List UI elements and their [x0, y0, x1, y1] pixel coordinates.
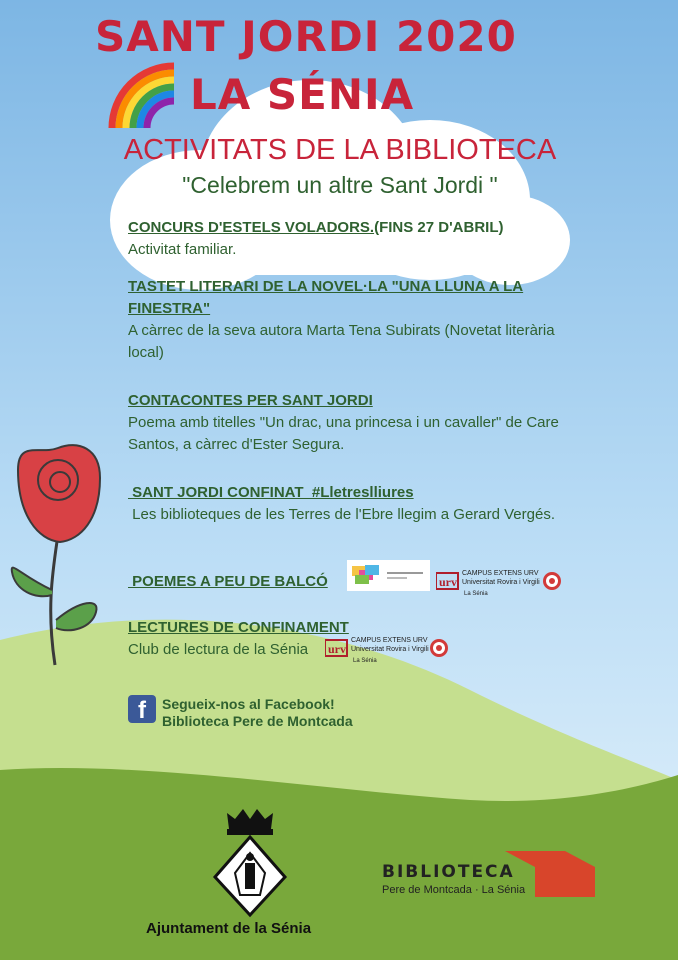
subtitle: ACTIVITATS DE LA BIBLIOTECA: [123, 134, 557, 166]
activity-title: LECTURES DE CONFINAMENT: [128, 619, 349, 636]
ajuntament-crest-logo: [205, 805, 295, 920]
svg-text:urv: urv: [439, 575, 457, 589]
activity-5: [128, 571, 328, 593]
title-line2: LA SÉNIA: [190, 70, 415, 119]
activity-4: [128, 482, 568, 526]
activity-description: Poema amb titelles "Un drac, una princesa i un cavaller" de Care Santos, a càrrec d'Ester Segura.: [128, 414, 559, 453]
activity-description: A càrrec de la seva autora Marta Tena Subirats (Novetat literària local): [128, 322, 555, 361]
biblioteca-title: BIBLIOTECA: [382, 862, 515, 882]
facebook-link-line1[interactable]: Segueix-nos al Facebook!: [162, 696, 335, 712]
activity-description: Club de lectura de la Sénia: [128, 641, 309, 658]
activity-title: CONCURS D'ESTELS VOLADORS.(FINS 27 D'ABRIL): [128, 219, 504, 236]
ajuntament-label: Ajuntament de la Sénia: [146, 920, 312, 937]
reading-club-logo: [347, 560, 430, 591]
activity-title: POEMES A PEU DE BALCÓ: [128, 573, 328, 590]
title-line1: SANT JORDI 2020: [95, 12, 517, 61]
activity-title: CONTACONTES PER SANT JORDI: [128, 392, 373, 409]
activity-description: Les biblioteques de les Terres de l'Ebre llegim a Gerard Vergés.: [128, 506, 555, 523]
svg-text:urv: urv: [328, 642, 346, 656]
facebook-link-line2[interactable]: Biblioteca Pere de Montcada: [162, 713, 353, 729]
activity-2: [128, 276, 558, 364]
campus-urv-logo: urv CAMPUS EXTENS URV Universitat Rovira i Virgili La Sénia: [436, 569, 564, 603]
activity-3: [128, 390, 583, 456]
activity-6: [128, 617, 349, 661]
activity-1: [128, 217, 588, 261]
activity-description: Activitat familiar.: [128, 241, 237, 258]
facebook-icon[interactable]: f: [128, 695, 156, 723]
activity-title: SANT JORDI CONFINAT #Lletreslliures: [128, 484, 414, 501]
activity-title: TASTET LITERARI DE LA NOVEL·LA "UNA LLUNA A LA FINESTRA": [128, 278, 524, 317]
campus-urv-logo: urv CAMPUS EXTENS URV Universitat Rovira i Virgili La Sénia: [325, 636, 453, 670]
biblioteca-subtitle: Pere de Montcada · La Sénia: [382, 884, 526, 896]
tagline: "Celebrem un altre Sant Jordi ": [182, 172, 498, 198]
